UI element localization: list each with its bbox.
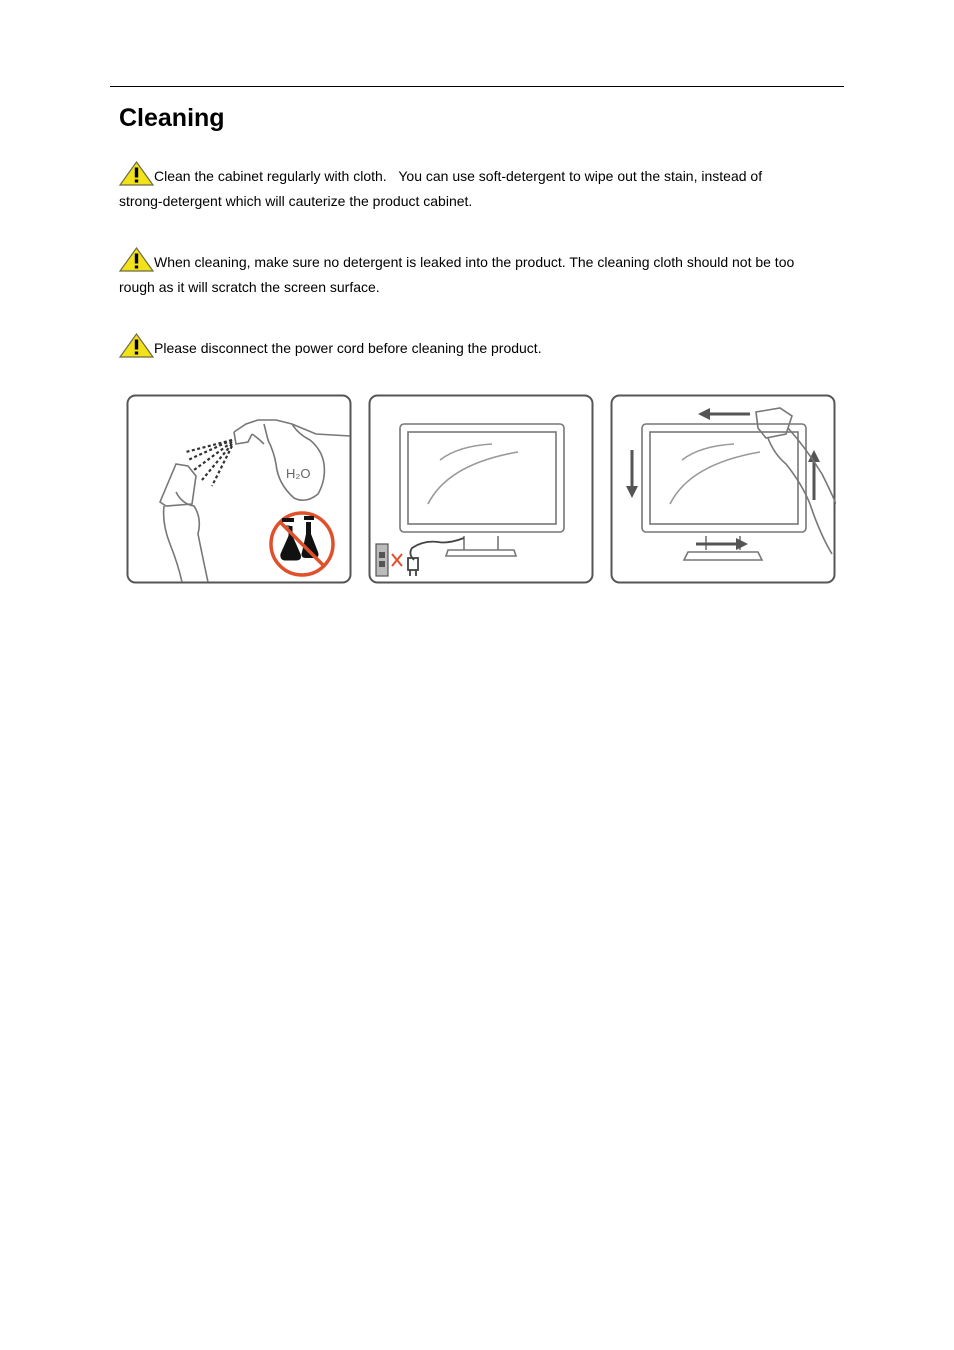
illustration-spray-cloth bbox=[126, 394, 352, 584]
cleaning-illustrations bbox=[126, 394, 836, 586]
warning-text-2b: rough as it will scratch the screen surface. bbox=[119, 279, 380, 295]
top-rule bbox=[110, 86, 844, 87]
warning-text-3: Please disconnect the power cord before cleaning the product. bbox=[154, 340, 542, 356]
illustration-wipe-screen bbox=[610, 394, 836, 584]
h2o-label: H₂O bbox=[286, 466, 311, 481]
warning-triangle-icon bbox=[119, 333, 154, 358]
warning-text-1a: Clean the cabinet regularly with cloth. You can use soft-detergent to wipe out the stain, instead of bbox=[154, 168, 763, 184]
warning-paragraph-3 bbox=[119, 333, 835, 361]
warning-triangle-icon bbox=[119, 247, 154, 272]
illustration-unplug bbox=[368, 394, 594, 584]
warning-paragraph-2 bbox=[119, 247, 835, 300]
page-title: Cleaning bbox=[119, 104, 225, 132]
no-chemicals-icon bbox=[271, 513, 333, 575]
warning-text-1b: strong-detergent which will cauterize the product cabinet. bbox=[119, 193, 473, 209]
wall-socket-icon bbox=[376, 544, 388, 576]
warning-text-2a: When cleaning, make sure no detergent is leaked into the product. The cleaning cloth should not be too bbox=[154, 254, 795, 270]
warning-paragraph-1 bbox=[119, 161, 835, 214]
warning-triangle-icon bbox=[119, 161, 154, 186]
